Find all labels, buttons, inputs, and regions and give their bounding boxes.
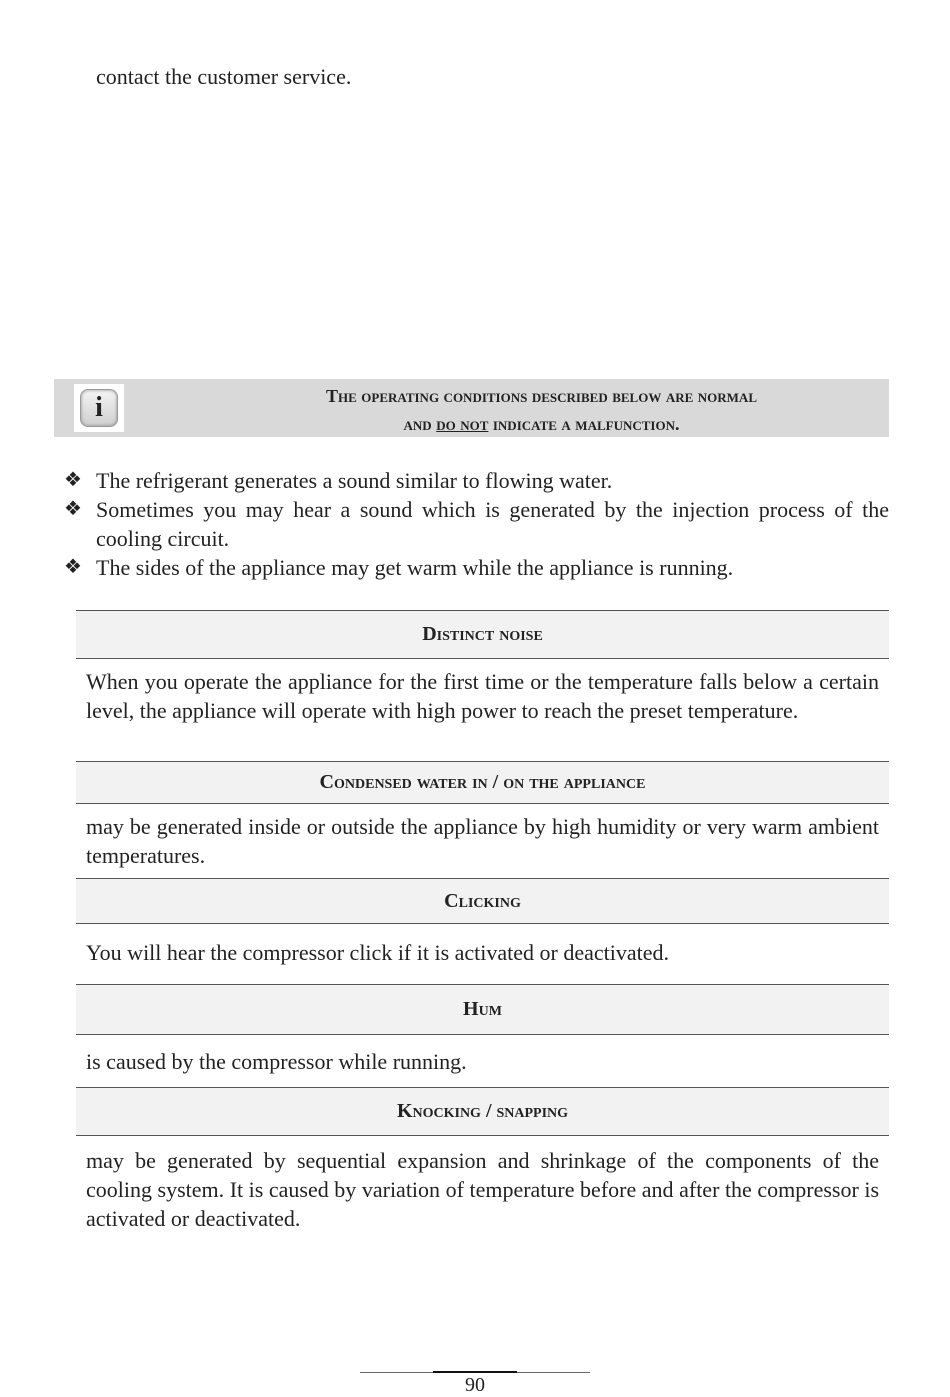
- section-body-condensed-water: may be generated inside or outside the appliance by high humidity or very warm ambient temperatures.: [86, 814, 879, 868]
- notice-line-1: The operating conditions described below are normal: [326, 386, 757, 406]
- list-item-text: The sides of the appliance may get warm while the appliance is running.: [96, 555, 734, 580]
- list-item: [64, 466, 889, 495]
- section-body-clicking: You will hear the compressor click if it is activated or deactivated.: [86, 940, 670, 965]
- intro-text: contact the customer service.: [96, 64, 352, 89]
- notice-line-2-start: and: [403, 414, 437, 434]
- list-item: [64, 553, 889, 582]
- notice-text: [194, 382, 889, 438]
- condition-list: [64, 466, 889, 582]
- section-header-hum: Hum: [76, 984, 889, 1035]
- notice-banner: [54, 379, 889, 437]
- noise-table: [76, 610, 889, 1246]
- section-header-condensed-water: Condensed water in / on the appliance: [76, 761, 889, 804]
- list-item: [64, 495, 889, 553]
- notice-icon-box: [74, 384, 124, 432]
- notice-underlined-text: do not: [436, 414, 489, 434]
- diamond-bullet-icon: ❖: [64, 469, 82, 491]
- page-number: 90: [465, 1374, 485, 1396]
- diamond-bullet-icon: ❖: [64, 498, 82, 520]
- section-body-knocking: may be generated by sequential expansion and shrinkage of the components of the cooling system. It is caused by variation of temperature before and after the compressor is activated or deactivated.: [86, 1148, 879, 1231]
- notice-line-2-end: indicate a malfunction.: [488, 414, 680, 434]
- section-header-distinct-noise: Distinct noise: [76, 610, 889, 659]
- section-header-knocking: Knocking / snapping: [76, 1087, 889, 1136]
- section-body-distinct-noise: When you operate the appliance for the first time or the temperature falls below a certain level, the appliance will operate with high power to reach the preset temperature.: [86, 669, 879, 723]
- diamond-bullet-icon: ❖: [64, 556, 82, 578]
- notice-line-2: [194, 410, 889, 438]
- list-item-text: The refrigerant generates a sound similar to flowing water.: [96, 468, 613, 493]
- footer-rule-accent: [433, 1371, 517, 1373]
- section-body-hum: is caused by the compressor while running.: [86, 1049, 467, 1074]
- list-item-text: Sometimes you may hear a sound which is generated by the injection process of the cooling circuit.: [96, 497, 889, 551]
- info-icon: i: [80, 389, 118, 427]
- section-header-clicking: Clicking: [76, 878, 889, 924]
